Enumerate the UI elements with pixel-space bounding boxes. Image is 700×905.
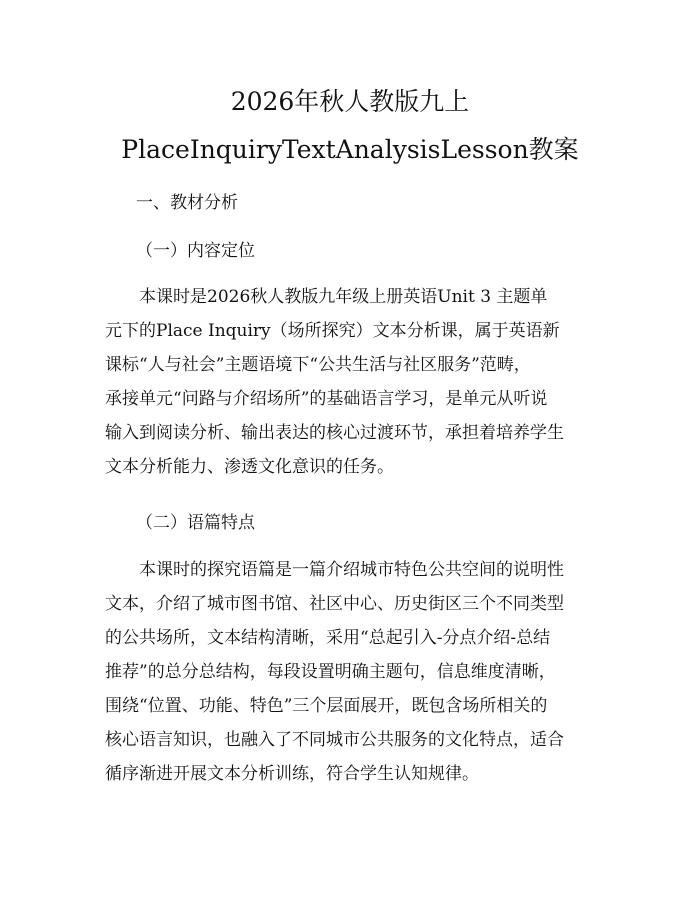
paragraph-content-positioning xyxy=(105,280,605,484)
section-heading-materials-analysis: 一、教材分析 xyxy=(136,193,238,213)
document-title-line-1: 2026年秋人教版九上 xyxy=(230,87,470,116)
paragraph-line: 本课时的探究语篇是一篇介绍城市特色公共空间的说明性 xyxy=(105,560,564,580)
paragraph-line: 核心语言知识，也融入了不同城市公共服务的文化特点，适合 xyxy=(105,730,564,750)
subsection-heading-content-positioning: （一）内容定位 xyxy=(136,241,255,261)
paragraph-line: 课标“人与社会”主题语境下“公共生活与社区服务”范畴， xyxy=(105,355,531,375)
paragraph-line: 承接单元“问路与介绍场所”的基础语言学习，是单元从听说 xyxy=(105,389,548,409)
paragraph-line: 元下的Place Inquiry（场所探究）文本分析课，属于英语新 xyxy=(105,321,560,341)
subsection-heading-text-features: （二）语篇特点 xyxy=(136,513,255,533)
paragraph-line: 循序渐进开展文本分析训练，符合学生认知规律。 xyxy=(105,764,479,784)
paragraph-text-features xyxy=(105,553,605,791)
paragraph-line: 推荐”的总分总结构，每段设置明确主题句，信息维度清晰， xyxy=(105,662,556,682)
document-title-line-2: PlaceInquiryTextAnalysisLesson教案 xyxy=(121,135,579,164)
paragraph-line: 的公共场所，文本结构清晰，采用“总起引入-分点介绍-总结 xyxy=(105,628,551,648)
paragraph-line: 本课时是2026秋人教版九年级上册英语Unit 3 主题单 xyxy=(105,287,548,307)
paragraph-line: 文本，介绍了城市图书馆、社区中心、历史街区三个不同类型 xyxy=(105,594,564,614)
paragraph-line: 围绕“位置、功能、特色”三个层面展开，既包含场所相关的 xyxy=(105,696,548,716)
paragraph-line: 文本分析能力、渗透文化意识的任务。 xyxy=(105,457,394,477)
paragraph-line: 输入到阅读分析、输出表达的核心过渡环节，承担着培养学生 xyxy=(105,423,564,443)
